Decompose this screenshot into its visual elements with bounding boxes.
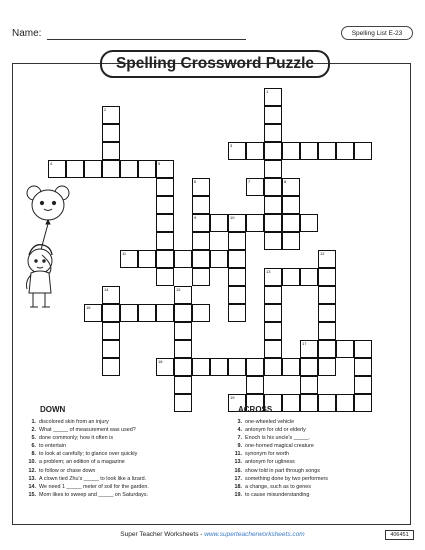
across-clue (228, 426, 328, 434)
crossword-cell[interactable] (174, 376, 192, 394)
clue-number: 9. (237, 443, 242, 450)
crossword-cell[interactable] (300, 358, 318, 376)
crossword-cell[interactable] (192, 250, 210, 268)
clue-text: one-wheeled vehicle (245, 419, 295, 425)
crossword-cell[interactable] (282, 196, 300, 214)
crossword-cell[interactable] (120, 250, 138, 268)
clue-text: to follow or chase down (39, 467, 96, 474)
clue-text: something done by two performers (245, 475, 328, 482)
crossword-cell[interactable] (48, 160, 66, 178)
down-clue (22, 475, 149, 483)
crossword-cell[interactable] (264, 124, 282, 142)
down-clue (22, 418, 149, 426)
clue-text: one-horned magical creature (245, 443, 314, 450)
clue-text: What _____ of measurement was used? (39, 427, 136, 434)
crossword-cell[interactable] (192, 178, 210, 196)
crossword-cell[interactable] (102, 286, 120, 304)
crossword-cell[interactable] (192, 214, 210, 232)
cell-number: 14 (104, 287, 109, 292)
cell-number: 15 (176, 287, 181, 292)
crossword-cell[interactable] (120, 160, 138, 178)
crossword-cell[interactable] (282, 394, 300, 412)
across-clue (228, 442, 328, 450)
crossword-cell[interactable] (192, 358, 210, 376)
clue-text: to cause misunderstanding (245, 491, 310, 498)
crossword-cell[interactable] (156, 160, 174, 178)
crossword-cell[interactable] (138, 250, 156, 268)
down-clue (22, 426, 149, 434)
crossword-cell[interactable] (246, 358, 264, 376)
clue-number: 10. (28, 459, 36, 466)
cell-number: 13 (266, 269, 271, 274)
crossword-cell[interactable] (336, 142, 354, 160)
crossword-cell[interactable] (264, 286, 282, 304)
down-clue (22, 434, 149, 442)
crossword-cell[interactable] (300, 340, 318, 358)
worksheet-code: 406451 (385, 530, 414, 540)
cell-number: 3 (230, 143, 233, 148)
clue-number: 2. (31, 427, 36, 434)
name-label: Name: (12, 28, 42, 39)
crossword-cell[interactable] (318, 142, 336, 160)
crossword-cell[interactable] (156, 268, 174, 286)
clue-number: 1. (31, 419, 36, 425)
across-clue (228, 483, 328, 491)
clue-text: done commonly; how it often is (39, 435, 114, 442)
crossword-cell[interactable] (246, 214, 264, 232)
crossword-cell[interactable] (138, 304, 156, 322)
across-clue (228, 491, 328, 499)
footer-url[interactable]: www.superteacherworksheets.com (204, 531, 305, 538)
crossword-cell[interactable] (264, 160, 282, 178)
crossword-cell[interactable] (264, 268, 282, 286)
crossword-cell[interactable] (228, 214, 246, 232)
crossword-cell[interactable] (246, 178, 264, 196)
clue-text: A clown tied Zhu's _____ to look like a lizard. (39, 475, 147, 482)
crossword-cell[interactable] (264, 232, 282, 250)
crossword-cell[interactable] (264, 178, 282, 196)
across-clue (228, 434, 328, 442)
crossword-cell[interactable] (318, 394, 336, 412)
crossword-cell[interactable] (264, 196, 282, 214)
clue-number: 3. (237, 419, 242, 425)
cell-number: 8 (284, 179, 287, 184)
crossword-cell[interactable] (228, 358, 246, 376)
crossword-cell[interactable] (282, 178, 300, 196)
cell-number: 1 (266, 89, 269, 94)
crossword-cell[interactable] (156, 214, 174, 232)
crossword-cell[interactable] (228, 268, 246, 286)
clue-number: 11. (234, 451, 242, 458)
crossword-cell[interactable] (354, 376, 372, 394)
clue-number: 13. (234, 459, 242, 466)
crossword-cell[interactable] (318, 286, 336, 304)
crossword-cell[interactable] (174, 304, 192, 322)
crossword-cell[interactable] (300, 214, 318, 232)
down-clue (22, 450, 149, 458)
clue-text: a problem; an edition of a magazine (39, 459, 125, 466)
cell-number: 4 (50, 161, 53, 166)
crossword-cell[interactable] (264, 340, 282, 358)
cell-number: 12 (320, 251, 325, 256)
across-clue (228, 475, 328, 483)
crossword-cell[interactable] (336, 340, 354, 358)
crossword-cell[interactable] (264, 304, 282, 322)
down-clue (22, 483, 149, 491)
crossword-cell[interactable] (318, 322, 336, 340)
clue-text: show told in part through songs (245, 467, 320, 474)
crossword-cell[interactable] (300, 376, 318, 394)
across-clue (228, 467, 328, 475)
page-title: Spelling Crossword Puzzle (100, 50, 330, 78)
crossword-cell[interactable] (156, 358, 174, 376)
crossword-cell[interactable] (210, 250, 228, 268)
clue-number: 17. (234, 475, 242, 482)
spelling-list-badge: Spelling List E-23 (341, 26, 413, 40)
down-clue (22, 491, 149, 499)
crossword-cell[interactable] (192, 196, 210, 214)
crossword-cell[interactable] (228, 304, 246, 322)
crossword-cell[interactable] (228, 250, 246, 268)
footer-brand: Super Teacher Worksheets - (120, 531, 205, 538)
crossword-cell[interactable] (282, 358, 300, 376)
crossword-cell[interactable] (156, 250, 174, 268)
crossword-cell[interactable] (102, 358, 120, 376)
clue-number: 8. (31, 451, 36, 458)
crossword-cell[interactable] (300, 268, 318, 286)
clue-number: 6. (31, 443, 36, 450)
across-heading: ACROSS (238, 405, 273, 414)
cell-number: 9 (194, 215, 197, 220)
clue-number: 13. (28, 475, 36, 482)
across-clue (228, 450, 328, 458)
clue-number: 15. (28, 491, 36, 498)
crossword-cell[interactable] (174, 340, 192, 358)
cell-number: 19 (230, 395, 235, 400)
crossword-cell[interactable] (354, 142, 372, 160)
crossword-cell[interactable] (264, 358, 282, 376)
crossword-cell[interactable] (174, 286, 192, 304)
crossword-cell[interactable] (102, 160, 120, 178)
crossword-cell[interactable] (318, 268, 336, 286)
clue-text: to look at carefully; to glance over quickly (39, 451, 138, 458)
cell-number: 10 (230, 215, 235, 220)
crossword-cell[interactable] (264, 88, 282, 106)
down-clue-list (22, 418, 149, 499)
clue-text: We need 1 _____ meter of soil for the garden. (39, 483, 149, 490)
down-clue (22, 467, 149, 475)
cell-number: 16 (86, 305, 91, 310)
crossword-cell[interactable] (156, 304, 174, 322)
clue-number: 18. (234, 483, 242, 490)
crossword-cell[interactable] (318, 304, 336, 322)
cell-number: 5 (158, 161, 161, 166)
crossword-cell[interactable] (156, 232, 174, 250)
clue-text: Mom likes to sweep and _____ on Saturdays. (39, 491, 149, 498)
down-clue (22, 442, 149, 450)
crossword-cell[interactable] (300, 142, 318, 160)
crossword-cell[interactable] (282, 232, 300, 250)
crossword-cell[interactable] (246, 376, 264, 394)
crossword-cell[interactable] (318, 358, 336, 376)
clue-number: 4. (237, 427, 242, 434)
clue-text: discolored skin from an injury (39, 419, 109, 425)
cell-number: 11 (122, 251, 127, 256)
crossword-cell[interactable] (102, 322, 120, 340)
crossword-cell[interactable] (66, 160, 84, 178)
clue-number: 7. (237, 435, 242, 442)
cell-number: 2 (104, 107, 107, 112)
crossword-cell[interactable] (192, 268, 210, 286)
crossword-cell[interactable] (354, 340, 372, 358)
across-clue-list (228, 418, 328, 499)
clue-number: 19. (234, 491, 242, 498)
crossword-cell[interactable] (192, 304, 210, 322)
clue-number: 5. (31, 435, 36, 442)
across-clue (228, 458, 328, 466)
crossword-cell[interactable] (174, 250, 192, 268)
crossword-cell[interactable] (120, 304, 138, 322)
crossword-cell[interactable] (102, 124, 120, 142)
clue-text: antonym for ugliness (245, 459, 295, 466)
cell-number: 6 (194, 179, 197, 184)
child-with-balloon-icon (18, 183, 91, 323)
crossword-cell[interactable] (102, 142, 120, 160)
crossword-cell[interactable] (156, 196, 174, 214)
crossword-cell[interactable] (228, 232, 246, 250)
cell-number: 7 (248, 179, 251, 184)
crossword-cell[interactable] (192, 232, 210, 250)
crossword-cell[interactable] (102, 304, 120, 322)
crossword-cell[interactable] (282, 142, 300, 160)
clue-number: 12. (28, 467, 36, 474)
crossword-cell[interactable] (228, 286, 246, 304)
across-clue (228, 418, 328, 426)
clue-text: to entertain (39, 443, 66, 450)
crossword-cell[interactable] (282, 214, 300, 232)
down-clue (22, 458, 149, 466)
clue-text: Enoch is his uncle's _____. (245, 435, 311, 442)
crossword-cell[interactable] (210, 358, 228, 376)
crossword-cell[interactable] (264, 142, 282, 160)
crossword-cell[interactable] (336, 394, 354, 412)
clue-text: a change, such as to genes (245, 483, 311, 490)
crossword-cell[interactable] (318, 340, 336, 358)
cell-number: 17 (302, 341, 307, 346)
clue-text: antonym for old or elderly (245, 427, 306, 434)
crossword-cell[interactable] (264, 214, 282, 232)
crossword-cell[interactable] (102, 340, 120, 358)
crossword-cell[interactable] (138, 160, 156, 178)
name-line[interactable] (47, 39, 246, 40)
down-heading: DOWN (40, 405, 66, 414)
crossword-cell[interactable] (174, 394, 192, 412)
crossword-cell[interactable] (210, 214, 228, 232)
clue-number: 16. (234, 467, 242, 474)
clue-text: synonym for worth (245, 451, 290, 458)
clue-number: 14. (28, 483, 36, 490)
crossword-cell[interactable] (174, 358, 192, 376)
crossword-cell[interactable] (282, 268, 300, 286)
crossword-cell[interactable] (300, 394, 318, 412)
crossword-cell[interactable] (246, 142, 264, 160)
crossword-cell[interactable] (156, 178, 174, 196)
crossword-cell[interactable] (354, 394, 372, 412)
crossword-cell[interactable] (264, 106, 282, 124)
crossword-cell[interactable] (102, 106, 120, 124)
footer (0, 531, 425, 538)
cell-number: 18 (158, 359, 163, 364)
crossword-cell[interactable] (174, 322, 192, 340)
crossword-cell[interactable] (264, 322, 282, 340)
crossword-cell[interactable] (318, 250, 336, 268)
crossword-cell[interactable] (84, 160, 102, 178)
crossword-cell[interactable] (228, 142, 246, 160)
crossword-cell[interactable] (354, 358, 372, 376)
